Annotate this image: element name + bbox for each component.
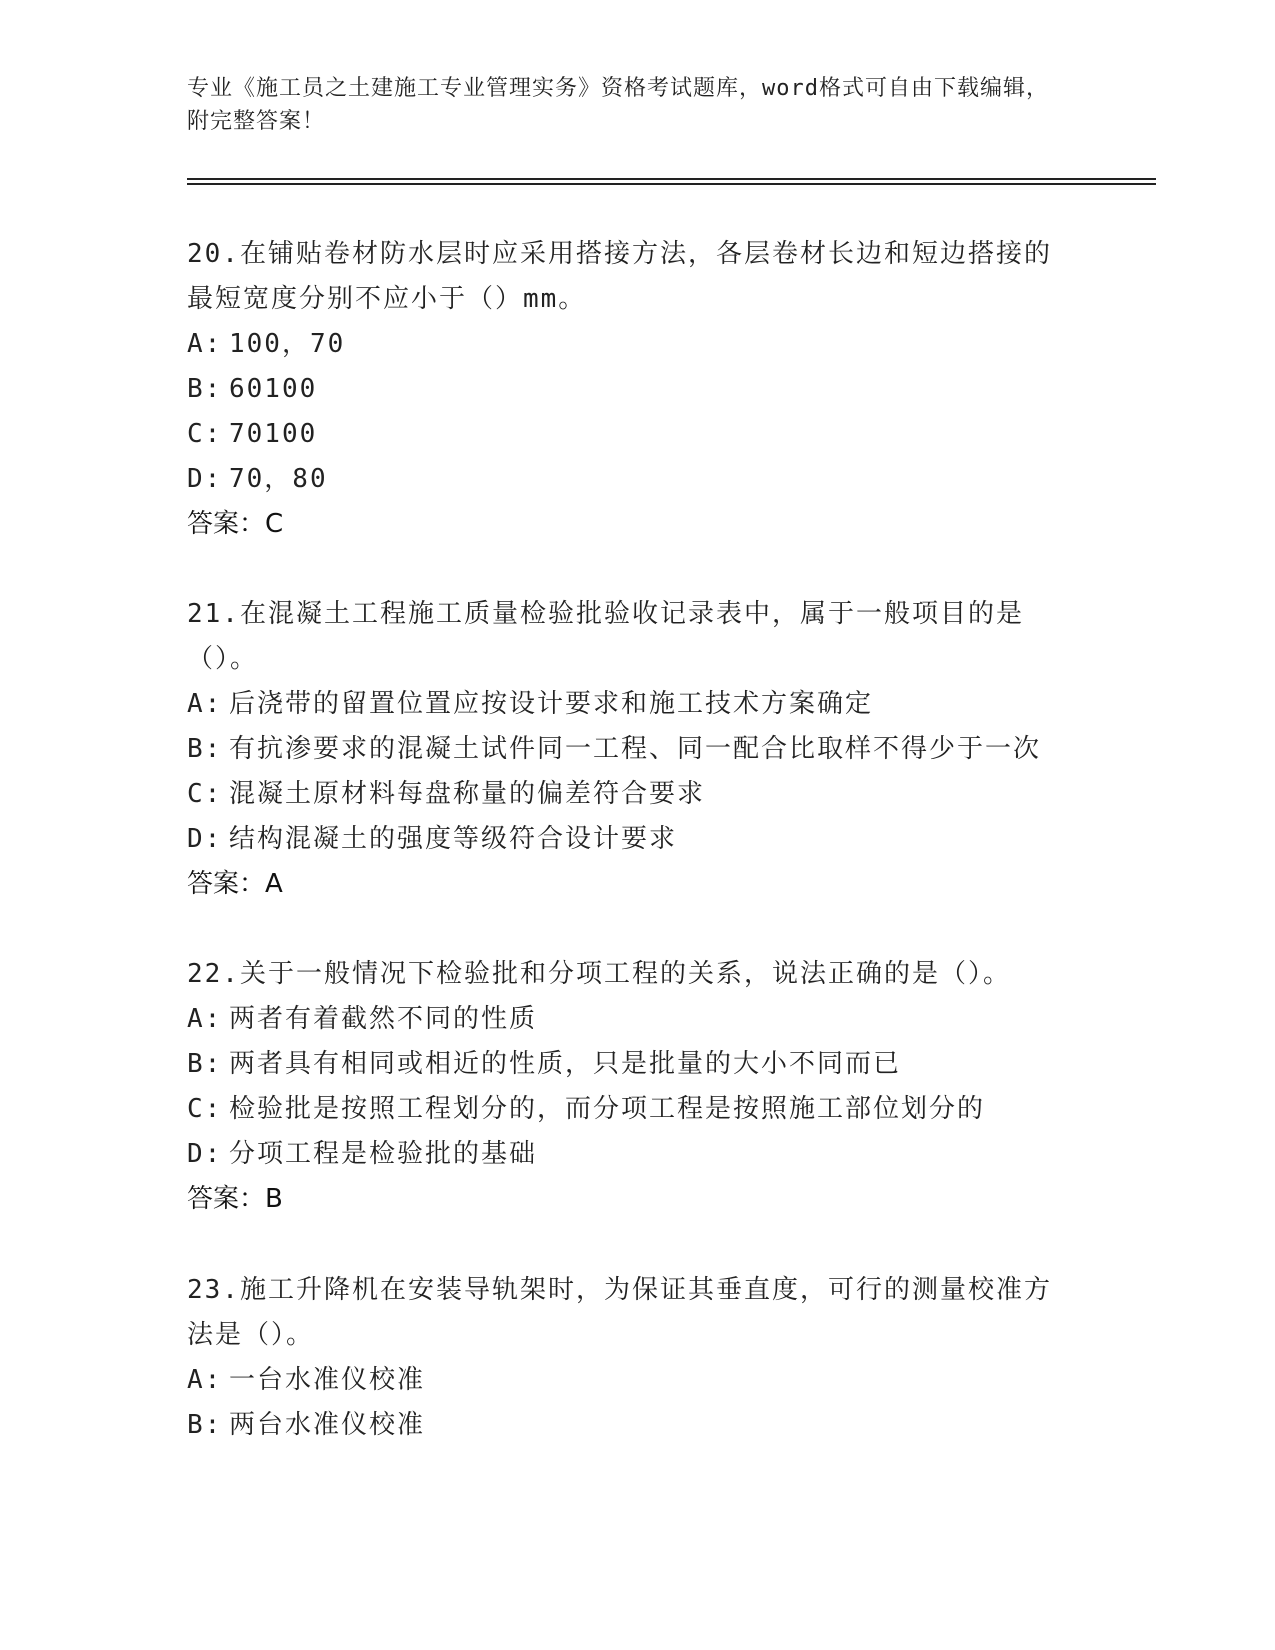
option-text: 60100 [229,374,318,404]
question-22 [187,952,1077,1222]
option-a [187,322,1077,367]
answer-label: 答案： [187,509,266,539]
option-key: C: [187,1094,223,1124]
option-text: 后浇带的留置位置应按设计要求和施工技术方案确定 [229,689,874,719]
question-text: 22.关于一般情况下检验批和分项工程的关系，说法正确的是（）。 [187,959,1011,989]
option-key: B: [187,1410,223,1440]
option-key: A: [187,329,223,359]
option-text: 检验批是按照工程划分的，而分项工程是按照施工部位划分的 [229,1094,986,1124]
option-d [187,457,1077,502]
answer-value: A [265,869,283,899]
option-key: D: [187,1139,223,1169]
option-key: B: [187,374,223,404]
option-key: A: [187,689,223,719]
answer-label: 答案： [187,1184,266,1214]
option-key: C: [187,779,223,809]
option-text: 一台水准仪校准 [229,1365,426,1395]
question-20 [187,232,1077,547]
option-key: A: [187,1004,223,1034]
answer-label: 答案： [187,869,266,899]
option-c [187,1087,1077,1132]
option-text: 两台水准仪校准 [229,1410,426,1440]
question-23 [187,1268,1077,1448]
option-key: D: [187,464,223,494]
option-text: 结构混凝土的强度等级符合设计要求 [229,824,678,854]
option-d [187,817,1077,862]
question-text: 21.在混凝土工程施工质量检验批验收记录表中，属于一般项目的是（）。 [187,599,1024,674]
option-key: C: [187,419,223,449]
option-key: D: [187,824,223,854]
header-divider-top [187,178,1156,180]
question-text: 23.施工升降机在安装导轨架时，为保证其垂直度，可行的测量校准方法是（）。 [187,1275,1052,1350]
document-header: 专业《施工员之土建施工专业管理实务》资格考试题库，word格式可自由下载编辑，附完整答案！ [187,76,1049,134]
option-text: 有抗渗要求的混凝土试件同一工程、同一配合比取样不得少于一次 [229,734,1042,764]
option-key: B: [187,734,223,764]
option-key: A: [187,1365,223,1395]
option-text: 70，80 [229,464,328,494]
option-a [187,682,1077,727]
option-text: 70100 [229,419,318,449]
option-b [187,1042,1077,1087]
option-a [187,997,1077,1042]
answer [187,1177,1077,1222]
answer [187,502,1077,547]
question-text: 20.在铺贴卷材防水层时应采用搭接方法，各层卷材长边和短边搭接的最短宽度分别不应小于（）mm。 [187,239,1052,314]
option-b [187,367,1077,412]
option-text: 分项工程是检验批的基础 [229,1139,538,1169]
option-text: 两者具有相同或相近的性质，只是批量的大小不同而已 [229,1049,902,1079]
option-c [187,772,1077,817]
option-d [187,1132,1077,1177]
option-b [187,1403,1077,1448]
option-key: B: [187,1049,223,1079]
answer-value: B [265,1184,283,1214]
option-a [187,1358,1077,1403]
header-divider-bottom [187,183,1156,185]
answer [187,862,1077,907]
option-c [187,412,1077,457]
question-21 [187,592,1077,907]
option-text: 100，70 [229,329,346,359]
option-text: 混凝土原材料每盘称量的偏差符合要求 [229,779,706,809]
option-text: 两者有着截然不同的性质 [229,1004,538,1034]
option-b [187,727,1077,772]
answer-value: C [265,509,284,539]
